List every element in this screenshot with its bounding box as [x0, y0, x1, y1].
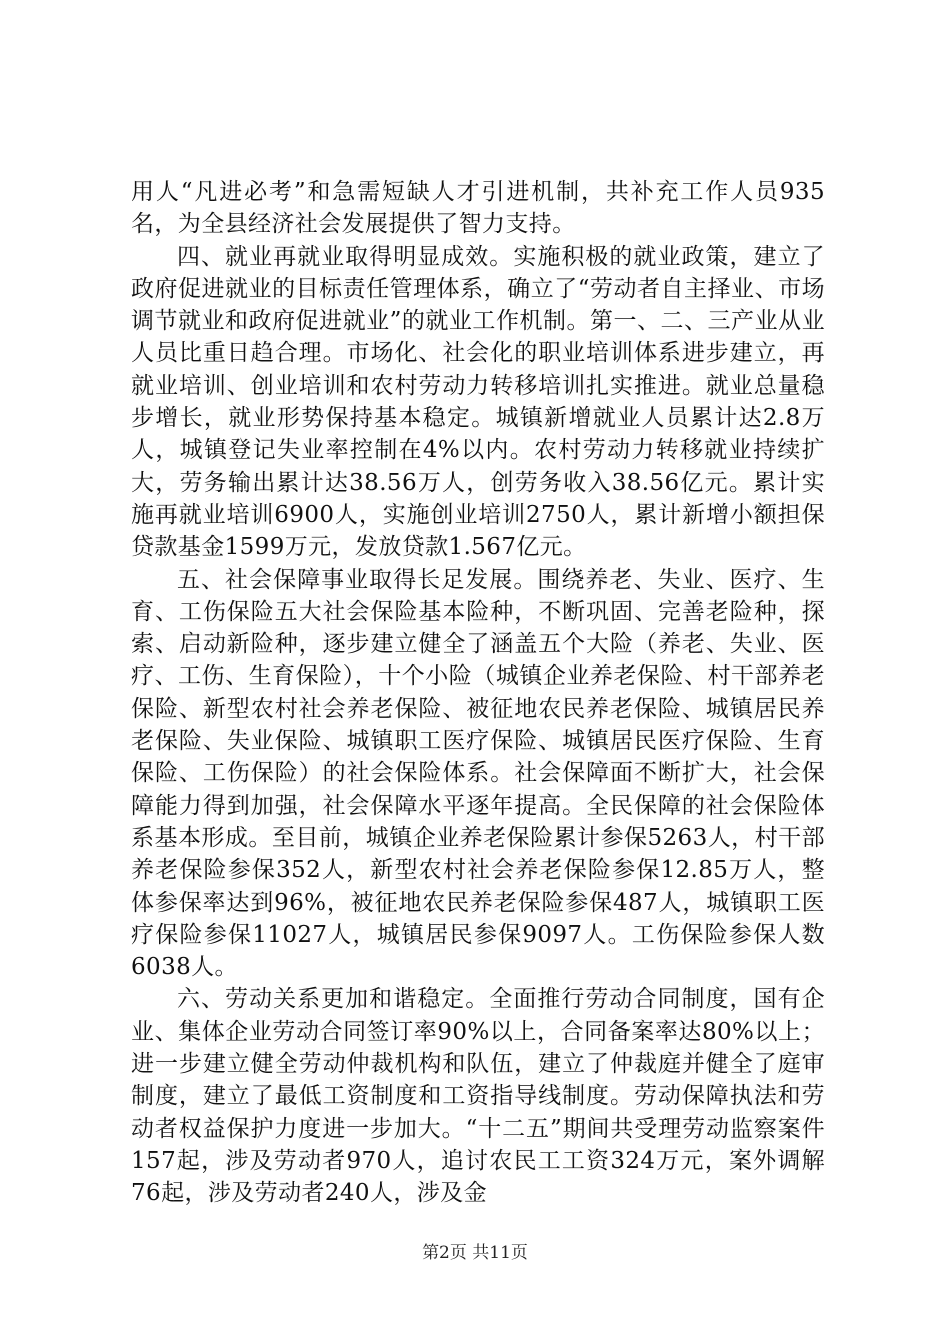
- paragraph-social-security: 五、社会保障事业取得长足发展。围绕养老、失业、医疗、生育、工伤保险五大社会保险基本险种，不断巩固、完善老险种，探索、启动新险种，逐步建立健全了涵盖五个大险（养老、失业、医疗、工伤、生育保险），十个小险（城镇企业养老保险、村干部养老保险、新型农村社会养老保险、被征地农民养老保险、城镇居民养老保险、失业保险、城镇职工医疗保险、城镇居民医疗保险、生育保险、工伤保险）的社会保险体系。社会保障面不断扩大，社会保障能力得到加强，社会保障水平逐年提高。全民保障的社会保险体系基本形成。至目前，城镇企业养老保险累计参保5263人，村干部养老保险参保352人，新型农村社会养老保险参保12.85万人，整体参保率达到96%，被征地农民养老保险参保487人，城镇职工医疗保险参保11027人，城镇居民参保9097人。工伤保险参保人数6038人。: [131, 566, 825, 981]
- paragraph-labor-relations: 六、劳动关系更加和谐稳定。全面推行劳动合同制度，国有企业、集体企业劳动合同签订率90%以上，合同备案率达80%以上；进一步建立健全劳动仲裁机构和队伍，建立了仲裁庭并健全了庭审制度，建立了最低工资制度和工资指导线制度。劳动保障执法和劳动者权益保护力度进一步加大。“十二五”期间共受理劳动监察案件157起，涉及劳动者970人，追讨农民工工资324万元，案外调解76起，涉及劳动者240人，涉及金: [131, 986, 825, 1207]
- document-body: [131, 176, 825, 1210]
- paragraph-employment: 四、就业再就业取得明显成效。实施积极的就业政策，建立了政府促进就业的目标责任管理体系，确立了“劳动者自主择业、市场调节就业和政府促进就业”的就业工作机制。第一、二、三产业从业人员比重日趋合理。市场化、社会化的职业培训体系进步建立，再就业培训、创业培训和农村劳动力转移培训扎实推进。就业总量稳步增长，就业形势保持基本稳定。城镇新增就业人员累计达2.8万人，城镇登记失业率控制在4%以内。农村劳动力转移就业持续扩大，劳务输出累计达38.56万人，创劳务收入38.56亿元。累计实施再就业培训6900人，实施创业培训2750人，累计新增小额担保贷款基金1599万元，发放贷款1.567亿元。: [131, 243, 825, 561]
- paragraph-continuation: 用人“凡进必考”和急需短缺人才引进机制，共补充工作人员935名，为全县经济社会发展提供了智力支持。: [131, 179, 825, 238]
- page-number-footer: 第2页 共11页: [422, 1243, 528, 1263]
